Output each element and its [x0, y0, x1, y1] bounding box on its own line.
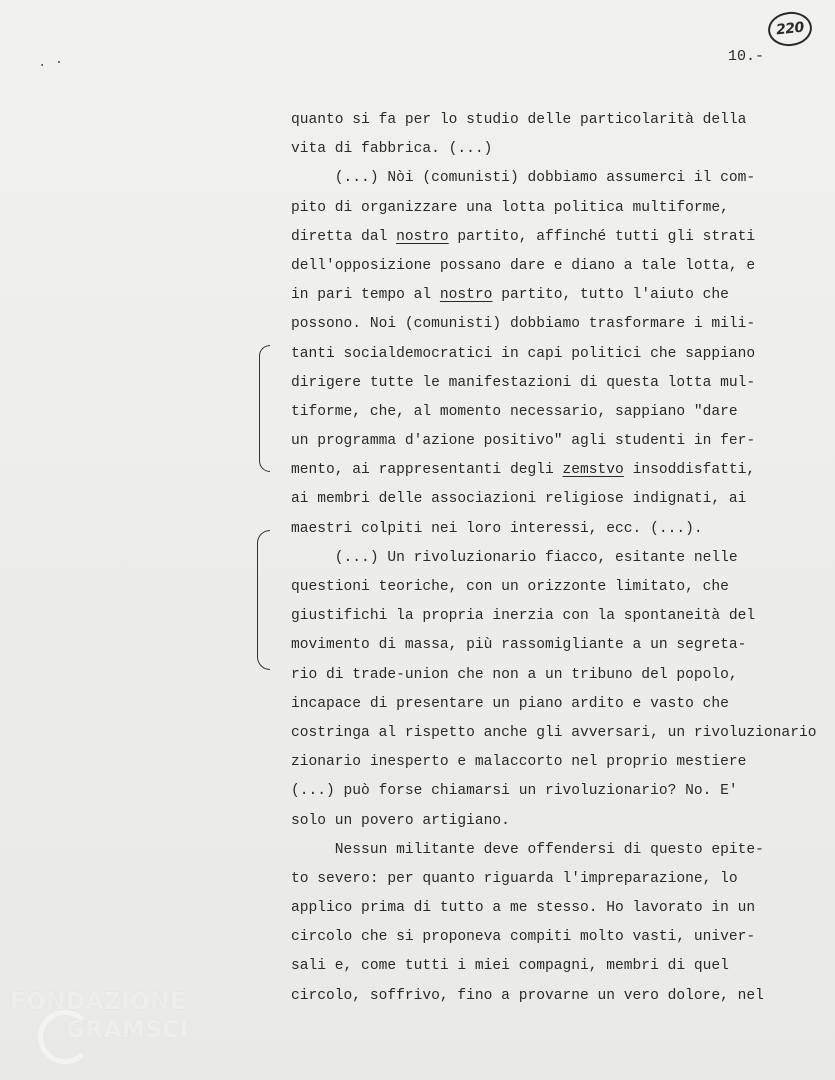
typed-text-body: [291, 106, 831, 1011]
text-line: circolo che si proponeva compiti molto vasti, univer-: [291, 929, 756, 946]
text-line: (...) può forse chiamarsi un rivoluzionario? No. E': [291, 783, 738, 800]
text-line: circolo, soffrivo, fino a provarne un vero dolore, nel: [291, 987, 764, 1004]
text-line: applico prima di tutto a me stesso. Ho lavorato in un: [291, 900, 756, 917]
margin-bracket-2: [257, 530, 270, 670]
text-line: in pari tempo al nostro partito, tutto l'aiuto che: [291, 287, 729, 304]
text-line: ai membri delle associazioni religiose indignati, ai: [291, 491, 747, 508]
text-line: un programma d'azione positivo" agli studenti in fer-: [291, 433, 756, 450]
archive-page-mark: [766, 10, 813, 48]
margin-dots: . ·: [38, 55, 64, 71]
text-line: solo un povero artigiano.: [291, 812, 510, 829]
faded-stamp: [376, 0, 496, 70]
text-line: costringa al rispetto anche gli avversari, un rivoluzionario: [291, 724, 817, 741]
text-line: maestri colpiti nei loro interessi, ecc. (...).: [291, 520, 703, 537]
text-line: tanti socialdemocratici in capi politici che sappiano: [291, 345, 756, 362]
text-line: pito di organizzare una lotta politica multiforme,: [291, 199, 729, 216]
watermark-line-2: GRAMSCI: [66, 1017, 189, 1043]
text-line: diretta dal nostro partito, affinché tutti gli strati: [291, 228, 756, 245]
archive-mark-number: 220: [775, 19, 805, 39]
watermark: [10, 988, 189, 1044]
text-line: questioni teoriche, con un orizzonte limitato, che: [291, 579, 729, 595]
text-line: possono. Noi (comunisti) dobbiamo trasformare i mili-: [291, 316, 756, 333]
text-line: dell'opposizione possano dare e diano a tale lotta, e: [291, 257, 756, 274]
text-line: to severo: per quanto riguarda l'impreparazione, lo: [291, 870, 738, 887]
text-line: sali e, come tutti i miei compagni, membri di quel: [291, 958, 729, 975]
text-line: Nessun militante deve offendersi di questo epite-: [291, 841, 764, 858]
text-line: zionario inesperto e malaccorto nel proprio mestiere: [291, 754, 747, 771]
text-line: tiforme, che, al momento necessario, sappiano "dare: [291, 403, 738, 420]
text-line: vita di fabbrica. (...): [291, 141, 493, 158]
text-line: (...) Nòi (comunisti) dobbiamo assumerci il com-: [291, 170, 756, 187]
text-line: movimento di massa, più rassomigliante a un segreta-: [291, 637, 747, 654]
text-line: rio di trade-union che non a un tribuno del popolo,: [291, 666, 738, 683]
text-line: incapace di presentare un piano ardito e vasto che: [291, 695, 729, 712]
text-line: giustifichi la propria inerzia con la spontaneità del: [291, 608, 756, 625]
margin-bracket-1: [259, 345, 270, 472]
text-line: (...) Un rivoluzionario fiacco, esitante nelle: [291, 549, 738, 566]
page-number: 10.-: [728, 48, 765, 65]
watermark-line-1: FONDAZIONE: [10, 989, 187, 1015]
text-line: dirigere tutte le manifestazioni di questa lotta mul-: [291, 374, 756, 391]
text-line: mento, ai rappresentanti degli zemstvo insoddisfatti,: [291, 462, 756, 479]
text-line: quanto si fa per lo studio delle particolarità della: [291, 112, 747, 128]
